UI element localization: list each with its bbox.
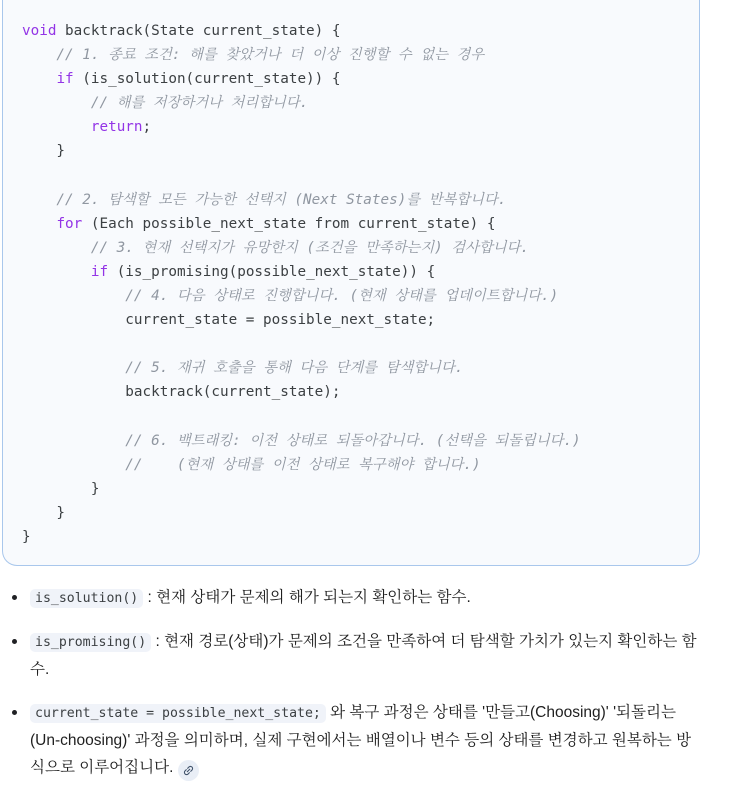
code-comment: // 1. 종료 조건: 해를 찾았거나 더 이상 진행할 수 없는 경우 [22,47,485,64]
code-comment: // (현재 상태를 이전 상태로 복구해야 합니다.) [22,456,481,473]
code-line [22,380,685,404]
inline-code: current_state = possible_next_state; [30,704,326,723]
code-comment: // 5. 재귀 호출을 통해 다음 단계를 탐색합니다. [22,360,464,377]
code-line [22,525,685,549]
explanation-list [0,584,703,781]
code-line [22,356,685,380]
code-line [22,188,685,212]
code-text: (is_solution(current_state)) { [73,71,341,88]
code-keyword: if [56,71,74,88]
code-text: current_state = possible_next_state; [22,312,436,329]
code-line [22,164,685,188]
code-line [22,308,685,332]
list-item-text: : 현재 상태가 문제의 해가 되는지 확인하는 함수. [143,589,471,607]
code-line [22,91,685,115]
inline-code: is_solution() [30,589,143,608]
code-text: } [22,480,100,497]
code-line [22,212,685,236]
code-comment: // 3. 현재 선택지가 유망한지 (조건을 만족하는지) 검사합니다. [22,239,530,256]
code-text: } [22,528,31,545]
code-text [22,119,91,135]
code-line [22,453,685,477]
code-text: (Each possible_next_state from current_state) { [82,215,496,232]
list-item [0,628,703,683]
code-line [22,19,685,43]
code-line [22,501,685,525]
code-line [22,284,685,308]
code-comment: // 6. 백트래킹: 이전 상태로 되돌아갑니다. (선택을 되돌립니다.) [22,432,581,449]
code-keyword: for [56,215,83,232]
code-line [22,236,685,260]
code-text [22,264,91,280]
code-comment: // 4. 다음 상태로 진행합니다. (현재 상태를 업데이트합니다.) [22,288,559,305]
code-comment: // 해를 저장하거나 처리합니다. [22,95,309,112]
code-line [22,139,685,163]
code-line [22,405,685,429]
code-line [22,67,685,91]
code-text: backtrack(current_state); [22,384,341,401]
code-keyword: void [22,23,57,39]
code-text: } [22,504,66,521]
code-text [22,216,56,232]
code-text: } [22,143,66,160]
code-comment: // 2. 탐색할 모든 가능한 선택지 (Next States)를 반복합니다. [22,191,507,208]
list-item-text: : 현재 경로(상태)가 문제의 조건을 만족하여 더 탐색할 가치가 있는지 확인하는 함수. [30,633,697,679]
code-line [22,115,685,139]
code-line [22,477,685,501]
code-text [22,71,56,87]
code-text: ; [142,119,152,136]
code-line [22,429,685,453]
code-keyword: return [90,119,143,136]
link-icon [180,761,198,779]
code-line [22,43,685,67]
list-item [0,699,703,781]
code-text: backtrack(State current_state) { [56,23,341,39]
list-item [0,584,703,612]
code-line [22,332,685,356]
code-line [22,260,685,284]
code-text: (is_promising(possible_next_state)) { [108,263,436,280]
code-block [2,0,700,566]
source-link-button[interactable] [178,760,199,781]
inline-code: is_promising() [30,633,151,652]
code-keyword: if [90,263,109,280]
list-item-text: 와 복구 과정은 상태를 '만들고(Choosing)' '되돌리는(Un-choosing)' 과정을 의미하며, 실제 구현에서는 배열이나 변수 등의 상태를 변경하고 원복하는 방식으로 이루어집니다. [30,704,692,777]
